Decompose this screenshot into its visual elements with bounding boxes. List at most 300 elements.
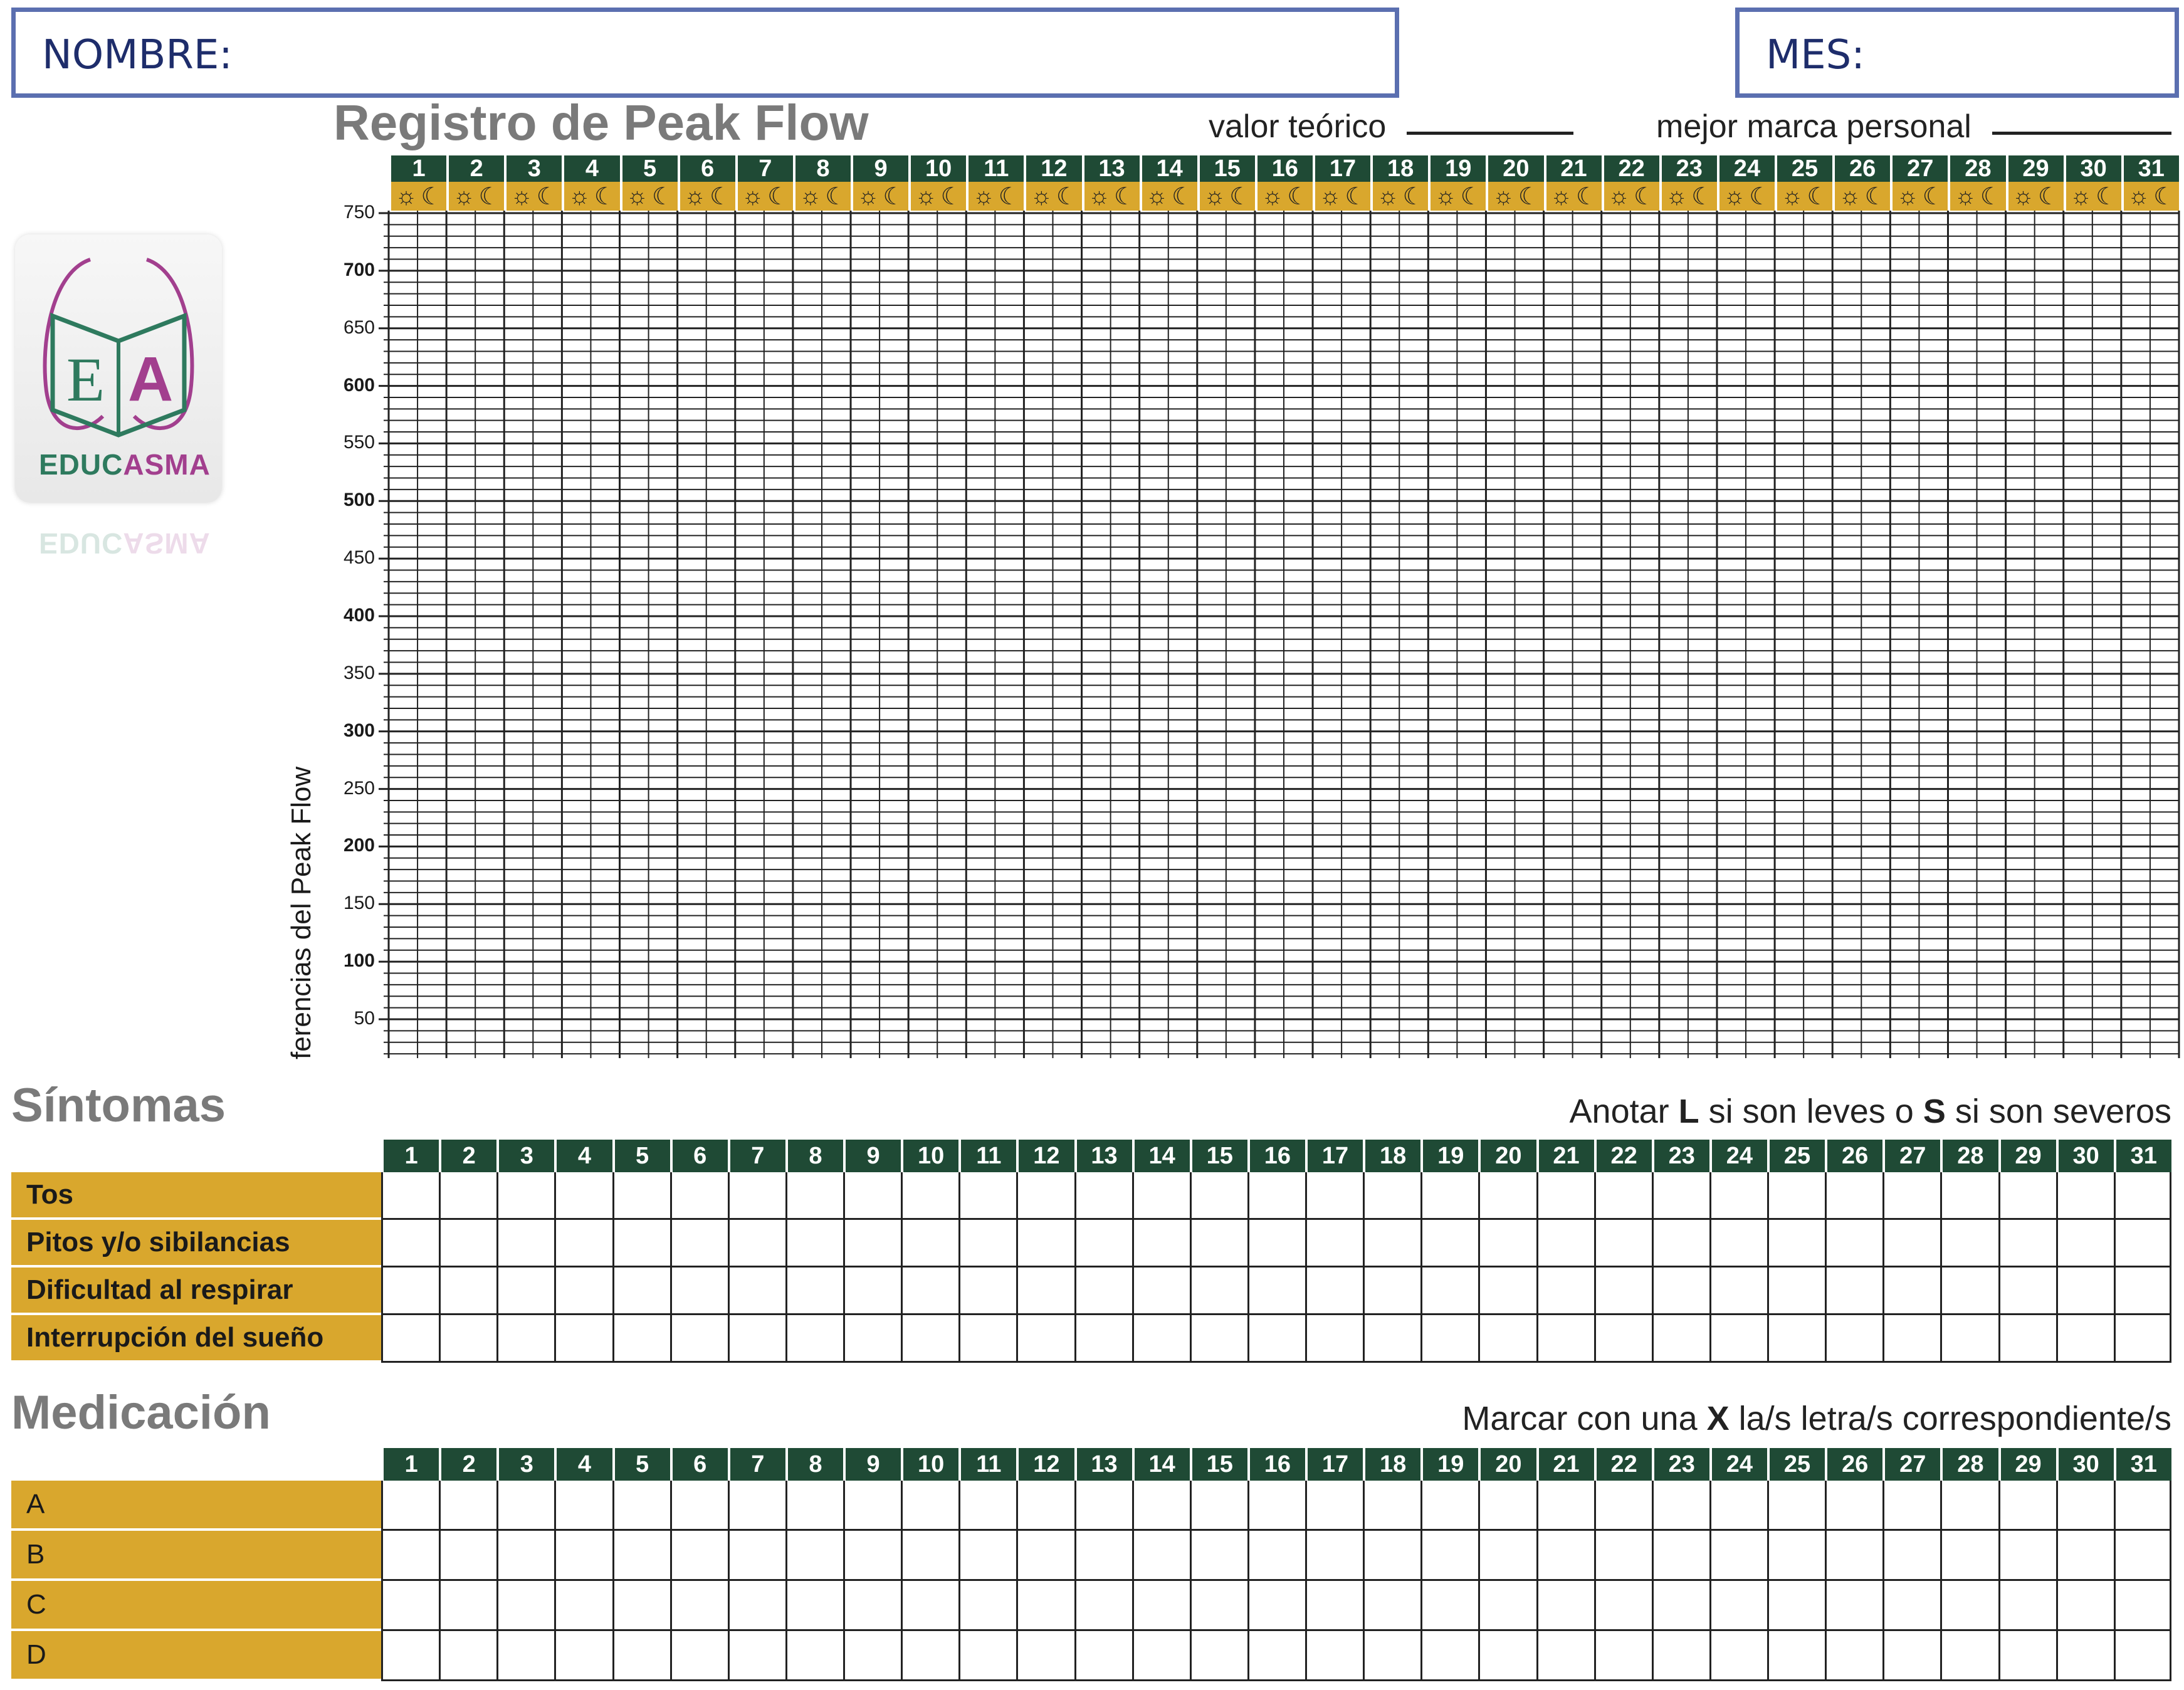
symptom-cell[interactable]	[785, 1172, 843, 1220]
symptom-cell[interactable]	[1016, 1315, 1074, 1363]
moon-icon: ☾	[2037, 183, 2060, 210]
symptom-cell[interactable]	[728, 1172, 785, 1220]
medication-cell[interactable]	[901, 1581, 958, 1631]
symptom-cell[interactable]	[1132, 1172, 1190, 1220]
symptom-cell[interactable]	[785, 1315, 843, 1363]
sun-icon: ☼	[1319, 182, 1341, 209]
symptoms-day-2: 2	[439, 1140, 496, 1172]
symptom-cell[interactable]	[1536, 1315, 1594, 1363]
peak-flow-time-header	[389, 182, 2179, 211]
medication-cell[interactable]	[1016, 1481, 1074, 1531]
medication-cell[interactable]	[958, 1631, 1016, 1681]
medication-cell[interactable]	[554, 1631, 612, 1681]
symptom-cell[interactable]	[1652, 1315, 1709, 1363]
symptoms-day-18: 18	[1363, 1140, 1420, 1172]
symptom-cell[interactable]	[1363, 1220, 1420, 1268]
medication-cell[interactable]	[1074, 1631, 1132, 1681]
symptom-cell[interactable]	[1016, 1172, 1074, 1220]
medication-cell[interactable]	[1940, 1531, 1998, 1581]
symptom-cell[interactable]	[1536, 1172, 1594, 1220]
moon-icon: ☾	[883, 183, 905, 210]
symptom-cell[interactable]	[612, 1268, 670, 1315]
symptom-cell[interactable]	[1825, 1268, 1882, 1315]
medication-cell[interactable]	[2114, 1531, 2171, 1581]
moon-icon: ☾	[1113, 183, 1136, 210]
medication-cell[interactable]	[1478, 1481, 1536, 1531]
symptom-cell[interactable]	[1247, 1268, 1305, 1315]
symptom-cell[interactable]	[1998, 1172, 2056, 1220]
medication-cell[interactable]	[1998, 1481, 2056, 1531]
medication-cell[interactable]	[381, 1581, 439, 1631]
symptom-cell[interactable]	[612, 1220, 670, 1268]
symptom-cell[interactable]	[1363, 1315, 1420, 1363]
medication-cell[interactable]	[1767, 1631, 1825, 1681]
time-of-day-cell	[735, 182, 793, 211]
medication-cell[interactable]	[785, 1531, 843, 1581]
symptom-cell[interactable]	[1594, 1172, 1652, 1220]
medication-cell[interactable]	[1016, 1631, 1074, 1681]
medication-cell[interactable]	[1363, 1581, 1420, 1631]
sun-icon: ☼	[1146, 182, 1168, 209]
theoretical-value-line[interactable]	[1407, 132, 1573, 135]
symptom-row	[11, 1220, 2171, 1268]
symptom-cell[interactable]	[843, 1220, 901, 1268]
medication-cell[interactable]	[1305, 1631, 1363, 1681]
medication-day-25: 25	[1767, 1448, 1825, 1481]
medication-cell[interactable]	[1190, 1631, 1247, 1681]
best-mark-line[interactable]	[1992, 132, 2171, 135]
medication-cell[interactable]	[1420, 1481, 1478, 1531]
symptom-cell[interactable]	[1074, 1268, 1132, 1315]
symptom-cell[interactable]	[2114, 1220, 2171, 1268]
symptom-cell[interactable]	[1247, 1315, 1305, 1363]
symptom-cell[interactable]	[2056, 1172, 2114, 1220]
symptom-cell[interactable]	[1825, 1172, 1882, 1220]
medication-cell[interactable]	[1536, 1631, 1594, 1681]
medication-cell[interactable]	[1478, 1631, 1536, 1681]
symptom-cell[interactable]	[728, 1315, 785, 1363]
medication-cell[interactable]	[1709, 1631, 1767, 1681]
peak-flow-day-16: 16	[1255, 155, 1313, 182]
medication-row	[11, 1631, 2171, 1681]
medication-cell[interactable]	[439, 1481, 496, 1531]
symptom-cell[interactable]	[1940, 1315, 1998, 1363]
medication-cell[interactable]	[554, 1531, 612, 1581]
symptom-cell[interactable]	[554, 1220, 612, 1268]
medication-cell[interactable]	[670, 1481, 728, 1531]
medication-cell[interactable]	[1767, 1581, 1825, 1631]
medication-cell[interactable]	[785, 1581, 843, 1631]
symptom-cell[interactable]	[1132, 1315, 1190, 1363]
medication-cell[interactable]	[728, 1581, 785, 1631]
medication-cell[interactable]	[612, 1481, 670, 1531]
symptom-cell[interactable]	[1190, 1220, 1247, 1268]
medication-cell[interactable]	[496, 1581, 554, 1631]
medication-cell[interactable]	[1536, 1531, 1594, 1581]
sun-icon: ☼	[2070, 182, 2092, 209]
symptom-cell[interactable]	[439, 1315, 496, 1363]
medication-cell[interactable]	[612, 1531, 670, 1581]
symptom-cell[interactable]	[2114, 1315, 2171, 1363]
symptom-cell[interactable]	[1594, 1220, 1652, 1268]
symptom-cell[interactable]	[1767, 1315, 1825, 1363]
symptom-cell[interactable]	[612, 1172, 670, 1220]
medication-day-26: 26	[1825, 1448, 1882, 1481]
symptom-cell[interactable]	[1420, 1268, 1478, 1315]
name-field[interactable]	[11, 8, 1399, 98]
symptom-cell[interactable]	[1767, 1220, 1825, 1268]
symptoms-day-16: 16	[1247, 1140, 1305, 1172]
medication-cell[interactable]	[381, 1481, 439, 1531]
symptom-cell[interactable]	[958, 1172, 1016, 1220]
medication-cell[interactable]	[1132, 1581, 1190, 1631]
sun-icon: ☼	[1666, 182, 1688, 209]
symptom-cell[interactable]	[958, 1315, 1016, 1363]
medication-day-17: 17	[1305, 1448, 1363, 1481]
symptom-cell[interactable]	[1305, 1172, 1363, 1220]
medication-cell[interactable]	[1882, 1631, 1940, 1681]
symptom-cell[interactable]	[2114, 1268, 2171, 1315]
medication-cell[interactable]	[1940, 1581, 1998, 1631]
medication-cell[interactable]	[381, 1531, 439, 1581]
symptoms-day-9: 9	[843, 1140, 901, 1172]
medication-cell[interactable]	[843, 1531, 901, 1581]
medication-cell[interactable]	[1652, 1581, 1709, 1631]
medication-cell[interactable]	[1998, 1631, 2056, 1681]
medication-cell[interactable]	[1536, 1581, 1594, 1631]
symptom-cell[interactable]	[554, 1268, 612, 1315]
symptom-cell[interactable]	[901, 1172, 958, 1220]
medication-cell[interactable]	[785, 1481, 843, 1531]
symptom-cell[interactable]	[785, 1220, 843, 1268]
sun-icon: ☼	[1608, 182, 1630, 209]
medication-cell[interactable]	[670, 1581, 728, 1631]
medication-cell[interactable]	[901, 1531, 958, 1581]
symptom-cell[interactable]	[1882, 1268, 1940, 1315]
symptoms-day-20: 20	[1478, 1140, 1536, 1172]
medication-cell[interactable]	[2056, 1581, 2114, 1631]
symptom-cell[interactable]	[785, 1268, 843, 1315]
symptom-cell[interactable]	[496, 1172, 554, 1220]
symptom-cell[interactable]	[439, 1268, 496, 1315]
medication-cell[interactable]	[728, 1531, 785, 1581]
medication-cell[interactable]	[1363, 1531, 1420, 1581]
symptom-cell[interactable]	[1767, 1268, 1825, 1315]
medication-cell[interactable]	[728, 1481, 785, 1531]
medication-cell[interactable]	[728, 1631, 785, 1681]
medication-cell[interactable]	[1825, 1481, 1882, 1531]
symptom-cell[interactable]	[1363, 1268, 1420, 1315]
medication-cell[interactable]	[1767, 1481, 1825, 1531]
symptom-cell[interactable]	[1882, 1172, 1940, 1220]
medication-cell[interactable]	[1825, 1581, 1882, 1631]
symptoms-day-17: 17	[1305, 1140, 1363, 1172]
symptom-cell[interactable]	[2056, 1268, 2114, 1315]
symptom-cell[interactable]	[1132, 1268, 1190, 1315]
medication-cell[interactable]	[1652, 1631, 1709, 1681]
symptom-cell[interactable]	[1594, 1315, 1652, 1363]
medication-cell[interactable]	[2056, 1631, 2114, 1681]
medication-cell[interactable]	[496, 1631, 554, 1681]
medication-cell[interactable]	[1594, 1531, 1652, 1581]
medication-cell[interactable]	[1420, 1631, 1478, 1681]
symptom-cell[interactable]	[496, 1268, 554, 1315]
medication-cell[interactable]	[1940, 1631, 1998, 1681]
medication-cell[interactable]	[1998, 1531, 2056, 1581]
medication-cell[interactable]	[1767, 1531, 1825, 1581]
peak-flow-day-25: 25	[1775, 155, 1832, 182]
symptom-cell[interactable]	[670, 1172, 728, 1220]
symptom-cell[interactable]	[670, 1315, 728, 1363]
symptom-cell[interactable]	[1940, 1268, 1998, 1315]
symptom-cell[interactable]	[1016, 1268, 1074, 1315]
medication-cell[interactable]	[1594, 1481, 1652, 1531]
medication-cell[interactable]	[2114, 1581, 2171, 1631]
symptom-cell[interactable]	[1016, 1220, 1074, 1268]
peak-flow-day-28: 28	[1948, 155, 2005, 182]
medication-cell[interactable]	[1709, 1531, 1767, 1581]
medication-cell[interactable]	[1825, 1631, 1882, 1681]
symptom-cell[interactable]	[1536, 1220, 1594, 1268]
symptom-cell[interactable]	[670, 1220, 728, 1268]
symptom-cell[interactable]	[381, 1172, 439, 1220]
medication-cell[interactable]	[1882, 1481, 1940, 1531]
symptom-cell[interactable]	[1882, 1220, 1940, 1268]
medication-cell[interactable]	[1478, 1531, 1536, 1581]
peak-flow-day-27: 27	[1890, 155, 1948, 182]
medication-cell[interactable]	[1652, 1481, 1709, 1531]
medication-cell[interactable]	[670, 1531, 728, 1581]
medication-cell[interactable]	[612, 1581, 670, 1631]
medication-cell[interactable]	[2056, 1481, 2114, 1531]
medication-cell[interactable]	[1594, 1631, 1652, 1681]
medication-cell[interactable]	[1825, 1531, 1882, 1581]
symptom-cell[interactable]	[843, 1315, 901, 1363]
medication-cell[interactable]	[1247, 1581, 1305, 1631]
medication-cell[interactable]	[1016, 1581, 1074, 1631]
symptom-cell[interactable]	[901, 1220, 958, 1268]
medication-cell[interactable]	[1363, 1631, 1420, 1681]
medication-cell[interactable]	[1305, 1531, 1363, 1581]
symptom-cell[interactable]	[1420, 1315, 1478, 1363]
medication-cell[interactable]	[901, 1631, 958, 1681]
peak-flow-day-13: 13	[1082, 155, 1140, 182]
symptom-cell[interactable]	[1420, 1172, 1478, 1220]
medication-cell[interactable]	[1247, 1531, 1305, 1581]
symptom-cell[interactable]	[612, 1315, 670, 1363]
symptom-cell[interactable]	[1247, 1172, 1305, 1220]
symptom-cell[interactable]	[901, 1268, 958, 1315]
symptom-cell[interactable]	[1767, 1172, 1825, 1220]
symptom-cell[interactable]	[1709, 1172, 1767, 1220]
symptom-cell[interactable]	[1709, 1315, 1767, 1363]
symptom-cell[interactable]	[1825, 1220, 1882, 1268]
time-of-day-cell	[504, 182, 562, 211]
symptoms-day-23: 23	[1652, 1140, 1709, 1172]
medication-cell[interactable]	[1305, 1581, 1363, 1631]
medication-cell[interactable]	[381, 1631, 439, 1681]
medication-cell[interactable]	[2056, 1531, 2114, 1581]
medication-cell[interactable]	[1940, 1481, 1998, 1531]
symptom-cell[interactable]	[1305, 1315, 1363, 1363]
symptom-cell[interactable]	[958, 1220, 1016, 1268]
symptom-cell[interactable]	[2056, 1220, 2114, 1268]
medication-cell[interactable]	[1190, 1581, 1247, 1631]
symptom-row	[11, 1268, 2171, 1315]
moon-icon: ☾	[536, 183, 558, 210]
sun-icon: ☼	[857, 182, 879, 209]
medication-cell[interactable]	[1305, 1481, 1363, 1531]
symptom-cell[interactable]	[1594, 1268, 1652, 1315]
medication-cell[interactable]	[2114, 1481, 2171, 1531]
symptom-cell[interactable]	[1652, 1220, 1709, 1268]
medication-cell[interactable]	[1074, 1531, 1132, 1581]
medication-cell[interactable]	[496, 1481, 554, 1531]
symptom-cell[interactable]	[1190, 1172, 1247, 1220]
medication-cell[interactable]	[958, 1581, 1016, 1631]
medication-cell[interactable]	[1132, 1531, 1190, 1581]
medication-cell[interactable]	[1594, 1581, 1652, 1631]
medication-cell[interactable]	[1016, 1531, 1074, 1581]
moon-icon: ☾	[2153, 183, 2175, 210]
time-of-day-cell	[2006, 182, 2064, 211]
medication-cell[interactable]	[1882, 1581, 1940, 1631]
medication-cell[interactable]	[496, 1531, 554, 1581]
symptom-cell[interactable]	[1940, 1220, 1998, 1268]
symptoms-day-25: 25	[1767, 1140, 1825, 1172]
symptom-cell[interactable]	[1305, 1220, 1363, 1268]
medication-cell[interactable]	[1363, 1481, 1420, 1531]
symptom-cell[interactable]	[843, 1268, 901, 1315]
medication-cell[interactable]	[1998, 1581, 2056, 1631]
symptom-cell[interactable]	[554, 1315, 612, 1363]
symptom-cell[interactable]	[843, 1172, 901, 1220]
medication-cell[interactable]	[1132, 1481, 1190, 1531]
medication-cell[interactable]	[1709, 1581, 1767, 1631]
symptom-cell[interactable]	[381, 1220, 439, 1268]
symptom-cell[interactable]	[2056, 1315, 2114, 1363]
medication-cell[interactable]	[554, 1481, 612, 1531]
symptom-cell[interactable]	[728, 1220, 785, 1268]
symptom-cell[interactable]	[901, 1315, 958, 1363]
medication-cell[interactable]	[958, 1531, 1016, 1581]
medication-cell[interactable]	[1132, 1631, 1190, 1681]
medication-cell[interactable]	[1420, 1581, 1478, 1631]
sun-icon: ☼	[626, 182, 648, 209]
medication-cell[interactable]	[1478, 1581, 1536, 1631]
medication-cell[interactable]	[843, 1581, 901, 1631]
medication-cell[interactable]	[554, 1581, 612, 1631]
symptom-cell[interactable]	[496, 1315, 554, 1363]
month-field[interactable]	[1735, 8, 2179, 98]
medication-cell[interactable]	[1420, 1531, 1478, 1581]
time-of-day-cell	[2064, 182, 2121, 211]
symptom-cell[interactable]	[1825, 1315, 1882, 1363]
symptom-cell[interactable]	[1074, 1220, 1132, 1268]
symptoms-day-19: 19	[1420, 1140, 1478, 1172]
symptom-cell[interactable]	[1247, 1220, 1305, 1268]
medication-cell[interactable]	[670, 1631, 728, 1681]
symptom-cell[interactable]	[1998, 1220, 2056, 1268]
medication-cell[interactable]	[1190, 1481, 1247, 1531]
symptom-cell[interactable]	[1190, 1315, 1247, 1363]
peak-flow-day-20: 20	[1486, 155, 1543, 182]
symptom-cell[interactable]	[1998, 1315, 2056, 1363]
symptom-cell[interactable]	[1478, 1172, 1536, 1220]
symptom-cell[interactable]	[1074, 1172, 1132, 1220]
symptom-cell[interactable]	[1536, 1268, 1594, 1315]
symptom-cell[interactable]	[496, 1220, 554, 1268]
symptom-cell[interactable]	[670, 1268, 728, 1315]
medication-cell[interactable]	[1536, 1481, 1594, 1531]
medication-cell[interactable]	[1882, 1531, 1940, 1581]
medication-cell[interactable]	[439, 1631, 496, 1681]
symptom-cell[interactable]	[2114, 1172, 2171, 1220]
medication-cell[interactable]	[1709, 1481, 1767, 1531]
symptom-cell[interactable]	[1363, 1172, 1420, 1220]
symptom-cell[interactable]	[1709, 1268, 1767, 1315]
symptom-cell[interactable]	[728, 1268, 785, 1315]
peak-flow-day-header	[389, 155, 2179, 182]
symptom-cell[interactable]	[1652, 1172, 1709, 1220]
medication-cell[interactable]	[1652, 1531, 1709, 1581]
medication-cell[interactable]	[2114, 1631, 2171, 1681]
symptom-cell[interactable]	[1190, 1268, 1247, 1315]
medication-cell[interactable]	[901, 1481, 958, 1531]
symptom-cell[interactable]	[1132, 1220, 1190, 1268]
symptom-cell[interactable]	[381, 1315, 439, 1363]
symptoms-day-7: 7	[728, 1140, 785, 1172]
symptom-cell[interactable]	[381, 1268, 439, 1315]
medication-cell[interactable]	[1074, 1481, 1132, 1531]
symptom-row-label: Interrupción del sueño	[11, 1315, 381, 1363]
medication-row	[11, 1481, 2171, 1531]
symptom-cell[interactable]	[1478, 1268, 1536, 1315]
symptom-cell[interactable]	[1998, 1268, 2056, 1315]
medication-cell[interactable]	[439, 1531, 496, 1581]
symptom-cell[interactable]	[1652, 1268, 1709, 1315]
medication-cell[interactable]	[958, 1481, 1016, 1531]
medication-cell[interactable]	[843, 1481, 901, 1531]
symptom-cell[interactable]	[1940, 1172, 1998, 1220]
symptom-cell[interactable]	[1420, 1220, 1478, 1268]
medication-cell[interactable]	[439, 1581, 496, 1631]
peak-flow-day-8: 8	[793, 155, 851, 182]
theoretical-value-label: valor teórico	[1209, 108, 1387, 145]
y-tick-label: 200	[343, 835, 375, 856]
symptom-cell[interactable]	[1305, 1268, 1363, 1315]
medication-cell[interactable]	[843, 1631, 901, 1681]
symptom-cell[interactable]	[554, 1172, 612, 1220]
symptom-cell[interactable]	[439, 1220, 496, 1268]
symptoms-day-14: 14	[1132, 1140, 1190, 1172]
symptom-cell[interactable]	[439, 1172, 496, 1220]
medication-cell[interactable]	[612, 1631, 670, 1681]
moon-icon: ☾	[1172, 183, 1194, 210]
symptom-cell[interactable]	[1074, 1315, 1132, 1363]
symptom-cell[interactable]	[1478, 1315, 1536, 1363]
medication-cell[interactable]	[1190, 1531, 1247, 1581]
peak-flow-grid[interactable]	[376, 211, 2181, 1058]
symptom-cell[interactable]	[1882, 1315, 1940, 1363]
medication-cell[interactable]	[785, 1631, 843, 1681]
symptom-cell[interactable]	[1709, 1220, 1767, 1268]
symptom-cell[interactable]	[958, 1268, 1016, 1315]
medication-cell[interactable]	[1247, 1481, 1305, 1531]
symptom-cell[interactable]	[1478, 1220, 1536, 1268]
medication-cell[interactable]	[1074, 1581, 1132, 1631]
medication-cell[interactable]	[1247, 1631, 1305, 1681]
